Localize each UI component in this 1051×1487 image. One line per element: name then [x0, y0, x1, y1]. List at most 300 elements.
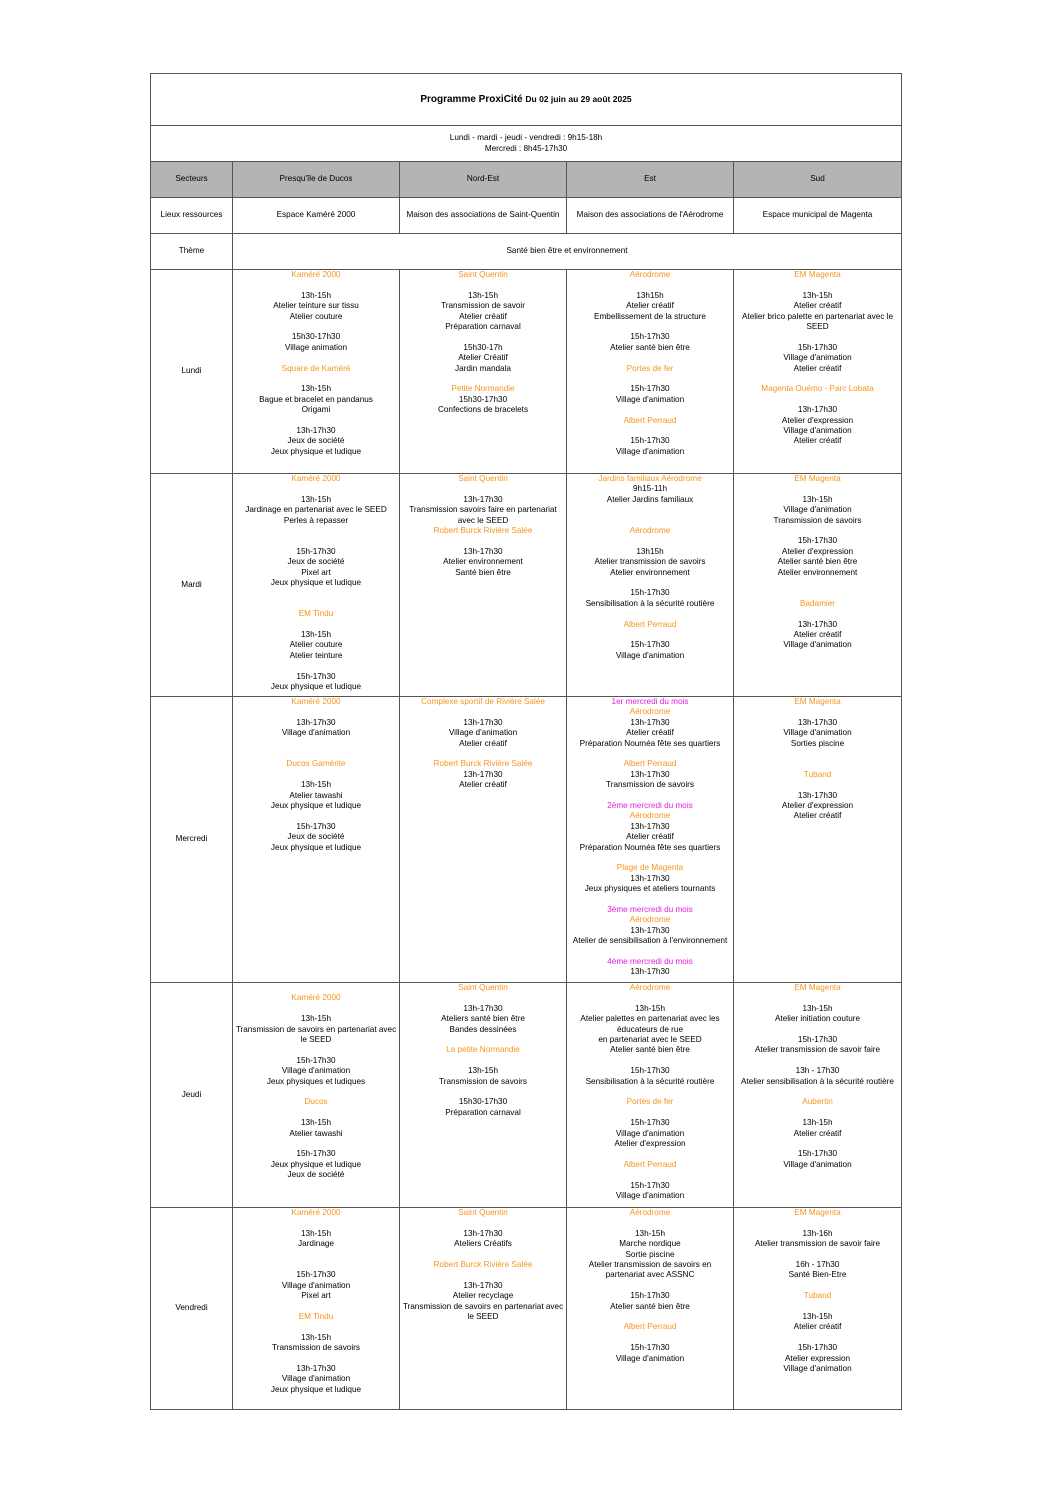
- activity-line: Village d'animation: [615, 650, 685, 660]
- page-title: [151, 74, 902, 126]
- activity-line: 15h-17h30: [630, 436, 670, 446]
- activity-line: Atelier santé bien être: [777, 557, 858, 567]
- activity-line: Pixel art: [301, 1291, 331, 1301]
- activity-line: [736, 993, 899, 1003]
- activity-line: Village d'animation: [615, 446, 685, 456]
- activity-line: Jeux physique et ludique: [270, 578, 362, 588]
- activity-line: 15h-17h30: [797, 1035, 838, 1044]
- week-label: 1er mercredi du mois: [611, 697, 689, 706]
- activity-line: [235, 661, 397, 671]
- activity-line: [235, 322, 397, 332]
- activity-line: Village d'animation: [615, 394, 685, 404]
- activity-line: 15h30-17h30: [291, 332, 341, 342]
- week-label: 4ème mercredi du mois: [607, 957, 693, 967]
- activity-line: [736, 707, 899, 717]
- activity-line: [235, 353, 397, 363]
- activity-line: [569, 1087, 731, 1097]
- activity-line: Atelier tawashi: [289, 1128, 343, 1138]
- theme-value: Santé bien être et environnement: [233, 234, 902, 270]
- activity-line: Transmission de savoirs en partenariat avec: [235, 1024, 397, 1034]
- activity-line: Jeux de société: [287, 1170, 345, 1180]
- schedule-cell-sud: [734, 697, 902, 983]
- activity-line: [736, 588, 899, 598]
- activity-line: en partenariat avec le SEED: [598, 1035, 702, 1045]
- activity-line: 15h-17h30: [630, 640, 670, 650]
- activity-line: Village d'animation: [281, 1066, 351, 1076]
- activity-line: Atelier créatif: [793, 363, 842, 373]
- activity-line: 13h-17h30: [630, 769, 670, 779]
- activity-line: 13h-16h: [802, 1228, 833, 1238]
- activity-line: Village d'animation: [783, 1364, 852, 1374]
- location-label: Robert Burck Rivière Salée: [433, 1260, 533, 1269]
- activity-line: [569, 1170, 731, 1180]
- location-label: Robert Burck Rivière Salée: [433, 759, 533, 769]
- activity-line: [402, 1087, 564, 1097]
- activity-line: Jardinage: [298, 1239, 334, 1249]
- activity-line: Sensibilisation à la sécurité routière: [585, 1076, 715, 1086]
- activity-line: Jeux physiques et ludiques: [266, 1076, 366, 1086]
- activity-line: Sorties piscine: [790, 738, 845, 748]
- activity-line: [235, 1218, 397, 1228]
- activity-line: Atelier Créatif: [458, 353, 508, 363]
- activity-line: Village d'animation: [615, 1128, 685, 1138]
- activity-line: Atelier transmission de savoir faire: [754, 1045, 881, 1055]
- lieux-label: Lieux ressources: [151, 198, 233, 234]
- activity-line: Pixel art: [301, 567, 331, 577]
- opening-hours: [151, 126, 902, 162]
- activity-line: 13h-17h30: [463, 769, 503, 779]
- sector-nord-est: Nord-Est: [400, 162, 567, 198]
- activity-line: [402, 332, 564, 342]
- activity-line: [402, 1218, 564, 1228]
- schedule-cell-est: [567, 270, 734, 474]
- schedule-cell-est: [567, 983, 734, 1208]
- activity-line: Atelier transmission de savoirs: [594, 557, 706, 567]
- activity-line: Atelier expression: [784, 1353, 851, 1363]
- activity-line: 13h-15h: [634, 1228, 666, 1238]
- location-label: Albert Perraud: [623, 1322, 677, 1332]
- location-label: Aérodrome: [629, 1208, 671, 1217]
- activity-line: Atelier environnement: [443, 557, 523, 567]
- activity-line: [235, 588, 397, 598]
- activity-line: Jeux physiques et ateliers tournants: [584, 884, 716, 894]
- activity-line: Jeux physique et ludique: [270, 1384, 362, 1394]
- activity-line: [569, 1312, 731, 1322]
- activity-line: 13h-17h30: [463, 1280, 503, 1290]
- activity-line: Atelier d'expression: [614, 1139, 686, 1149]
- activity-line: 13h-17h30: [296, 717, 336, 727]
- activity-line: 13h - 17h30: [795, 1066, 840, 1076]
- activity-line: 13h-15h: [467, 290, 499, 300]
- activity-line: Atelier d'expression: [781, 415, 854, 425]
- activity-line: Atelier créatif: [793, 436, 842, 446]
- activity-line: éducateurs de rue: [617, 1024, 683, 1034]
- activity-line: 15h-17h30: [797, 1343, 838, 1353]
- activity-line: [736, 609, 899, 619]
- activity-line: [402, 1250, 564, 1260]
- activity-line: Origami: [301, 405, 331, 415]
- activity-line: 13h-17h30: [797, 717, 838, 727]
- day-label: Jeudi: [151, 983, 233, 1208]
- activity-line: [569, 895, 731, 905]
- schedule-cell-ducos: [233, 1208, 400, 1410]
- activity-line: Jeux physique et ludique: [270, 1159, 362, 1169]
- activity-line: 15h30-17h30: [458, 394, 508, 404]
- activity-line: [569, 947, 731, 957]
- activity-line: Atelier créatif: [793, 1322, 842, 1332]
- activity-line: Bague et bracelet en pandanus: [259, 394, 373, 404]
- activity-line: 13h-17h30: [296, 426, 336, 436]
- location-label: Albert Perraud: [623, 619, 677, 629]
- activity-line: [235, 1260, 397, 1270]
- lieu-ducos: Espace Kaméré 2000: [233, 198, 400, 234]
- location-label: EM Magenta: [794, 270, 841, 279]
- activity-line: [569, 791, 731, 801]
- activity-line: 15h-17h30: [630, 332, 670, 342]
- activity-line: Village d'animation: [615, 1353, 685, 1363]
- schedule-cell-est: [567, 474, 734, 697]
- activity-line: Atelier santé bien être: [610, 1301, 690, 1311]
- sector-sud: Sud: [734, 162, 902, 198]
- activity-line: Atelier créatif: [626, 301, 674, 311]
- location-label: EM Tindu: [298, 609, 334, 619]
- sectors-label: Secteurs: [151, 162, 233, 198]
- activity-line: Préparation carnaval: [445, 322, 521, 332]
- activity-line: [402, 280, 564, 290]
- activity-line: partenariat avec ASSNC: [605, 1270, 695, 1280]
- activity-line: [235, 526, 397, 536]
- location-label: Saint Quentin: [458, 270, 508, 279]
- activity-line: le SEED: [467, 1312, 499, 1322]
- activity-line: 13h-15h: [300, 1118, 332, 1128]
- activity-line: Embellissement de la structure: [594, 311, 706, 321]
- location-label: Saint Quentin: [458, 983, 508, 992]
- location-label: Aubertin: [802, 1097, 833, 1107]
- activity-line: [569, 426, 731, 436]
- location-label: Albert Perraud: [623, 1159, 677, 1169]
- activity-line: [569, 516, 731, 526]
- location-label: Petite Normandie: [451, 384, 515, 394]
- activity-line: [402, 536, 564, 546]
- schedule-body: [151, 270, 902, 1410]
- schedule-cell-nord-est: [400, 270, 567, 474]
- activity-line: Village d'animation: [281, 1280, 351, 1290]
- activity-line: 13h-17h30: [797, 790, 838, 800]
- schedule-cell-sud: [734, 270, 902, 474]
- activity-line: 15h-17h30: [630, 1118, 670, 1128]
- activity-line: Village d'animation: [783, 640, 852, 650]
- activity-line: 13h-15h: [802, 494, 833, 504]
- activity-line: 15h-17h30: [296, 1149, 336, 1159]
- activity-line: 15h-17h30: [296, 1055, 336, 1065]
- activity-line: [569, 405, 731, 415]
- sector-est: Est: [567, 162, 734, 198]
- activity-line: Atelier environnement: [610, 567, 690, 577]
- location-label: Kaméré 2000: [291, 270, 341, 279]
- activity-line: Atelier créatif: [459, 311, 507, 321]
- activity-line: 15h-17h30: [296, 671, 336, 681]
- activity-line: [235, 1250, 397, 1260]
- activity-line: 13h-17h30: [630, 821, 670, 831]
- activity-line: Jeux physique et ludique: [270, 682, 362, 692]
- activity-line: Marche nordique: [619, 1239, 681, 1249]
- activity-line: Village d'animation: [783, 426, 852, 436]
- activity-line: Atelier tawashi: [289, 790, 343, 800]
- activity-line: [569, 1333, 731, 1343]
- activity-line: 13h-15h: [300, 780, 332, 790]
- day-label: Mercredi: [151, 697, 233, 983]
- activity-line: [235, 739, 397, 749]
- activity-line: Atelier santé bien être: [610, 1045, 690, 1055]
- activity-line: 13h-15h: [300, 1332, 332, 1342]
- activity-line: Ateliers santé bien être: [441, 1014, 525, 1024]
- activity-line: [235, 1302, 397, 1312]
- activity-line: 15h-17h30: [630, 1180, 670, 1190]
- lieu-est: Maison des associations de l'Aérodrome: [567, 198, 734, 234]
- activity-line: [736, 280, 899, 290]
- activity-line: Jeux physique et ludique: [270, 446, 362, 456]
- day-row-lundi: [151, 270, 902, 474]
- activity-line: Village d'animation: [783, 505, 852, 515]
- activity-line: Atelier santé bien être: [610, 342, 690, 352]
- activity-line: 15h30-17h: [463, 342, 503, 352]
- activity-line: Transmission de savoirs: [773, 515, 862, 525]
- activity-line: [235, 484, 397, 494]
- location-label: Magenta Ouémo - Parc Lobata: [761, 384, 874, 394]
- activity-line: Jeux physique et ludique: [270, 842, 362, 852]
- activity-line: avec le SEED: [457, 515, 509, 525]
- activity-line: 15h-17h30: [296, 821, 336, 831]
- activity-line: Atelier couture: [289, 311, 343, 321]
- activity-line: 13h-17h30: [797, 405, 838, 415]
- title-text: Programme ProxiCité: [420, 93, 523, 105]
- activity-line: [736, 526, 899, 536]
- activity-line: Jardin mandala: [455, 363, 511, 373]
- location-label: Kaméré 2000: [291, 697, 341, 706]
- activity-line: [569, 853, 731, 863]
- activity-line: [402, 993, 564, 1003]
- activity-line: Atelier transmission de savoir faire: [754, 1239, 881, 1249]
- activity-line: [402, 1035, 564, 1045]
- activity-line: [569, 993, 731, 1003]
- activity-line: Ateliers Créatifs: [454, 1239, 512, 1249]
- activity-line: [736, 484, 899, 494]
- activity-line: Village d'animation: [448, 728, 518, 738]
- activity-line: [736, 1108, 899, 1118]
- activity-line: [402, 374, 564, 384]
- activity-line: Atelier Jardins familiaux: [606, 494, 694, 504]
- activity-line: 13h-15h: [634, 1003, 666, 1013]
- activity-line: 13h-15h: [802, 1118, 833, 1128]
- activity-line: Atelier créatif: [626, 728, 674, 738]
- activity-line: [569, 609, 731, 619]
- activity-line: Atelier créatif: [459, 780, 507, 790]
- activity-line: 15h-17h30: [630, 1066, 670, 1076]
- activity-line: 15h-17h30: [797, 536, 838, 546]
- activity-line: Atelier teinture sur tissu: [273, 301, 359, 311]
- location-label: Kaméré 2000: [291, 993, 341, 1003]
- activity-line: [569, 322, 731, 332]
- activity-line: Jardinage en partenariat avec le SEED: [245, 505, 387, 515]
- activity-line: [235, 280, 397, 290]
- activity-line: 13h-17h30: [630, 967, 670, 977]
- location-label: Albert Perraud: [623, 415, 677, 425]
- activity-line: 13h-15h: [802, 1003, 833, 1013]
- day-label: Lundi: [151, 270, 233, 474]
- activity-line: [736, 1333, 899, 1343]
- schedule-cell-ducos: [233, 474, 400, 697]
- activity-line: [569, 1149, 731, 1159]
- activity-line: [736, 374, 899, 384]
- activity-line: 15h30-17h30: [458, 1097, 508, 1107]
- activity-line: Village d'animation: [783, 1159, 852, 1169]
- schedule-cell-nord-est: [400, 474, 567, 697]
- week-label: 3ème mercredi du mois: [607, 905, 693, 915]
- activity-line: 13h-15h: [802, 290, 833, 300]
- activity-line: 13h-17h30: [463, 494, 503, 504]
- location-label: Aérodrome: [629, 707, 671, 717]
- activity-line: [235, 1139, 397, 1149]
- activity-line: Bandes dessinées: [449, 1024, 517, 1034]
- activity-line: 13h-17h30: [463, 1228, 503, 1238]
- activity-line: 13h-17h30: [797, 619, 838, 629]
- location-label: Robert Burck Rivière Salée: [433, 526, 533, 536]
- activity-line: 13h-17h30: [463, 546, 503, 556]
- activity-line: [235, 1108, 397, 1118]
- activity-line: [736, 332, 899, 342]
- location-label: Kaméré 2000: [291, 474, 341, 483]
- activity-line: Atelier créatif: [793, 301, 842, 311]
- day-row-mardi: [151, 474, 902, 697]
- activity-line: [235, 416, 397, 426]
- activity-line: Village d'animation: [783, 728, 852, 738]
- activity-line: 13h-15h: [300, 1228, 332, 1238]
- activity-line: [235, 599, 397, 609]
- activity-line: [235, 536, 397, 546]
- activity-line: Sensibilisation à la sécurité routière: [585, 598, 715, 608]
- activity-line: Transmission de savoirs: [272, 1343, 360, 1353]
- activity-line: Atelier initiation couture: [774, 1014, 861, 1024]
- lieu-nord-est: Maison des associations de Saint-Quentin: [400, 198, 567, 234]
- activity-line: 16h - 17h30: [795, 1260, 840, 1269]
- activity-line: [402, 1270, 564, 1280]
- activity-line: Atelier de sensibilisation à l'environnement: [572, 936, 728, 946]
- activity-line: [235, 811, 397, 821]
- activity-line: 13h-15h: [300, 384, 332, 394]
- location-label: Albert Perraud: [623, 759, 677, 769]
- activity-line: [569, 505, 731, 515]
- activity-line: Confections de bracelets: [437, 405, 529, 415]
- activity-line: 13h-17h30: [296, 1364, 336, 1373]
- day-row-vendredi: [151, 1208, 902, 1410]
- activity-line: [235, 1354, 397, 1364]
- activity-line: 13h-17h30: [463, 1003, 503, 1013]
- activity-line: 15h-17h30: [630, 588, 670, 598]
- location-label: Tuband: [803, 769, 832, 779]
- sector-ducos: Presqu'île de Ducos: [233, 162, 400, 198]
- activity-line: [736, 1056, 899, 1066]
- location-label: EM Magenta: [794, 1208, 841, 1217]
- schedule-cell-sud: [734, 983, 902, 1208]
- location-label: Kaméré 2000: [291, 1208, 341, 1217]
- activity-line: Village d'animation: [783, 353, 852, 363]
- location-label: Aérodrome: [629, 526, 671, 535]
- activity-line: 15h-17h30: [296, 546, 336, 556]
- activity-line: 13h-17h30: [630, 925, 670, 935]
- activity-line: 13h-17h30: [463, 717, 503, 727]
- programme-table: [150, 73, 902, 1410]
- hours-line-wednesday: Mercredi : 8h45-17h30: [484, 143, 568, 153]
- schedule-cell-nord-est: [400, 1208, 567, 1410]
- activity-line: 15h-17h30: [797, 1149, 838, 1159]
- schedule-cell-ducos: [233, 697, 400, 983]
- activity-line: [235, 707, 397, 717]
- activity-line: Sortie piscine: [625, 1249, 675, 1259]
- activity-line: 13h15h: [636, 546, 664, 556]
- activity-line: Atelier créatif: [626, 832, 674, 842]
- location-label: Square de Kaméré: [281, 363, 351, 373]
- location-label: Portes de fer: [626, 363, 674, 373]
- activity-line: [736, 749, 899, 759]
- activity-line: le SEED: [300, 1035, 332, 1044]
- location-label: Ducos: [304, 1097, 328, 1107]
- activity-line: Santé Bien-Etre: [788, 1270, 847, 1280]
- activity-line: 15h-17h30: [296, 1270, 336, 1280]
- activity-line: 15h-17h30: [630, 384, 670, 394]
- activity-line: Atelier créatif: [793, 811, 842, 821]
- activity-line: [235, 1045, 397, 1055]
- activity-line: 15h-17h30: [630, 1291, 670, 1301]
- activity-line: 13h-17h30: [630, 717, 670, 727]
- schedule-cell-est: [567, 1208, 734, 1410]
- activity-line: Atelier d'expression: [781, 546, 854, 556]
- activity-line: [736, 759, 899, 769]
- location-label: Aérodrome: [629, 915, 671, 925]
- schedule-cell-ducos: [233, 983, 400, 1208]
- schedule-cell-est: [567, 697, 734, 983]
- activity-line: 15h-17h30: [797, 342, 838, 352]
- location-label: Saint Quentin: [458, 474, 508, 483]
- activity-line: [569, 630, 731, 640]
- lieu-sud: Espace municipal de Magenta: [734, 198, 902, 234]
- hours-line-weekdays: Lundi - mardi - jeudi - vendredi : 9h15-18h: [449, 133, 603, 143]
- location-label: EM Magenta: [794, 983, 841, 992]
- activity-line: 13h-15h: [300, 494, 332, 504]
- activity-line: Atelier palettes en partenariat avec les: [580, 1014, 720, 1024]
- activity-line: [569, 280, 731, 290]
- location-label: EM Tindu: [298, 1312, 334, 1321]
- activity-line: Atelier transmission de savoirs en: [588, 1260, 712, 1270]
- activity-line: [736, 1087, 899, 1097]
- activity-line: Atelier sensibilisation à la sécurité routière: [741, 1076, 894, 1086]
- activity-line: Santé bien être: [455, 567, 511, 577]
- day-row-jeudi: [151, 983, 902, 1208]
- activity-line: Atelier brico palette en partenariat avec le: [741, 311, 894, 321]
- activity-line: [402, 749, 564, 759]
- activity-line: 13h-17h30: [630, 873, 670, 883]
- activity-line: [235, 770, 397, 780]
- activity-line: [569, 1108, 731, 1118]
- day-row-mercredi: [151, 697, 902, 983]
- activity-line: 15h-17h30: [630, 1343, 670, 1353]
- activity-line: [402, 1056, 564, 1066]
- location-label: Tuband: [803, 1291, 832, 1301]
- activity-line: [736, 578, 899, 588]
- activity-line: 13h15h: [636, 290, 664, 300]
- activity-line: [235, 1004, 397, 1014]
- activity-line: [569, 353, 731, 363]
- activity-line: Atelier créatif: [793, 630, 842, 640]
